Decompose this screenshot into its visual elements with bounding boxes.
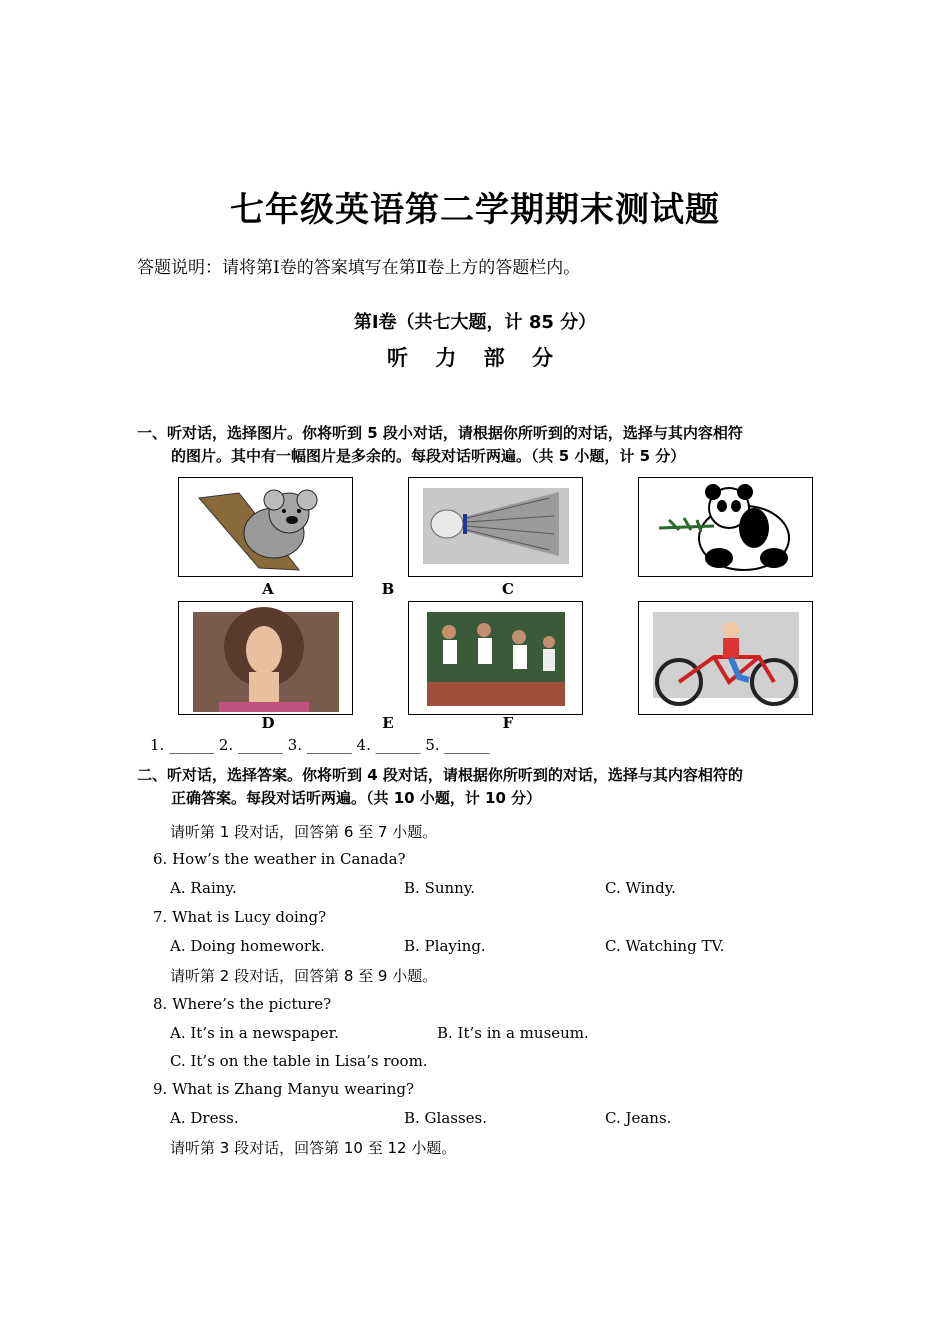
question-8: 8. Where’s the picture? [153,995,332,1013]
q9-option-b: B. Glasses. [404,1109,488,1127]
dialogue-1-prompt: 请听第 1 段对话，回答第 6 至 7 小题。 [170,823,438,841]
part-heading: 第Ⅰ卷（共七大题，计 85 分） [353,312,597,333]
dialogue-3-prompt: 请听第 3 段对话，回答第 10 至 12 小题。 [170,1139,457,1157]
listening-heading: 听 力 部 分 [387,346,563,370]
q8-option-b: B. It’s in a museum. [437,1024,589,1042]
q9-option-a: A. Dress. [170,1109,239,1127]
instructions-note: 答题说明：请将第Ⅰ卷的答案填写在第Ⅱ卷上方的答题栏内。 [137,258,581,278]
answer-blanks: 1. ______ 2. ______ 3. ______ 4. ______ 5. ______ [150,736,490,754]
page-title: 七年级英语第二学期期末测试题 [230,190,720,230]
picture-b-shuttlecock [408,477,583,577]
q8-option-c: C. It’s on the table in Lisa’s room. [170,1052,428,1070]
picture-f-bike [638,601,813,715]
label-a: A [262,580,274,598]
question-9: 9. What is Zhang Manyu wearing? [153,1080,415,1098]
label-d: D [261,714,275,732]
question-7: 7. What is Lucy doing? [153,908,327,926]
q7-option-a: A. Doing homework. [170,937,325,955]
section2-line1: 二、听对话，选择答案。你将听到 4 段对话，请根据你所听到的对话，选择与其内容相符的 [137,766,743,784]
label-f: F [502,714,514,732]
q8-option-a: A. It’s in a newspaper. [170,1024,339,1042]
q7-option-c: C. Watching TV. [605,937,725,955]
q6-option-c: C. Windy. [605,879,676,897]
q6-option-a: A. Rainy. [170,879,237,897]
picture-e-runners [408,601,583,715]
section1-line2: 的图片。其中有一幅图片是多余的。每段对话听两遍。（共 5 小题，计 5 分） [171,447,686,465]
section2-instructions [137,764,827,810]
picture-d-girl [178,601,353,715]
picture-c-panda [638,477,813,577]
q9-option-c: C. Jeans. [605,1109,672,1127]
label-b: B [381,580,395,598]
picture-a-koala [178,477,353,577]
section2-line2: 正确答案。每段对话听两遍。（共 10 小题，计 10 分） [171,789,542,807]
label-e: E [382,714,394,732]
label-c: C [502,580,514,598]
dialogue-2-prompt: 请听第 2 段对话，回答第 8 至 9 小题。 [170,967,438,985]
q6-option-b: B. Sunny. [404,879,476,897]
section1-line1: 一、听对话，选择图片。你将听到 5 段小对话，请根据你所听到的对话，选择与其内容相符 [137,424,743,442]
question-6: 6. How’s the weather in Canada? [153,850,406,868]
section1-instructions [137,422,827,468]
q7-option-b: B. Playing. [404,937,486,955]
